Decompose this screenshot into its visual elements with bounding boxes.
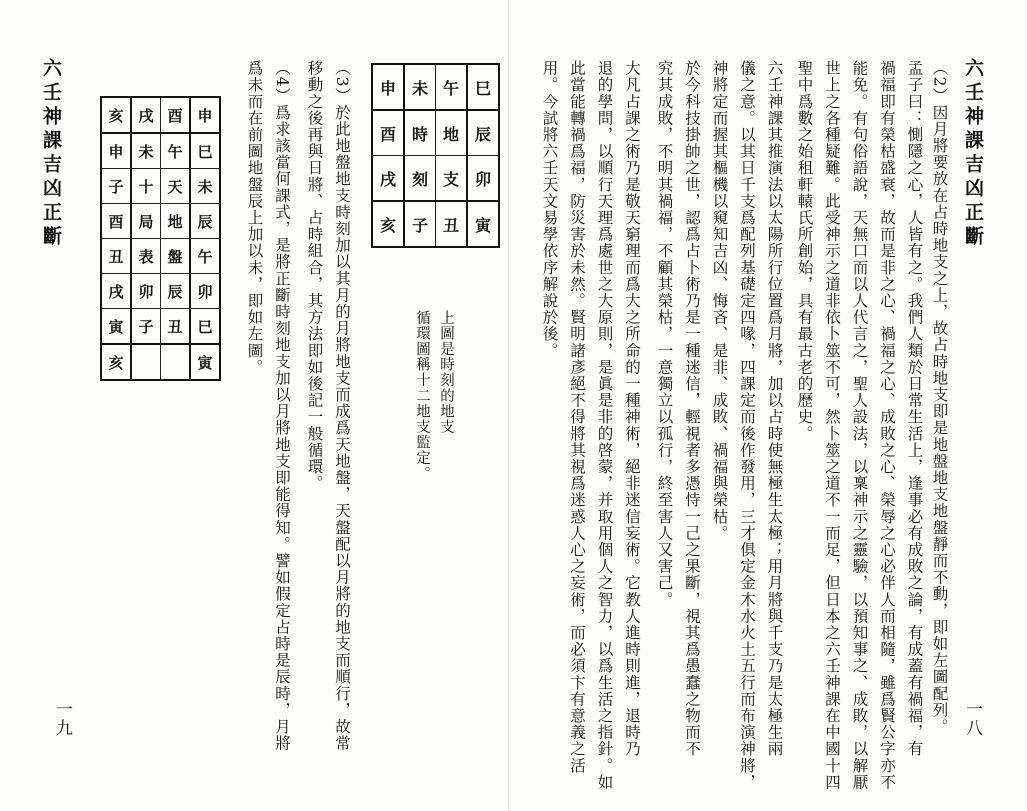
right-cell: 刻 <box>404 156 436 202</box>
left-cell: 卯 <box>190 274 220 309</box>
left-row <box>101 274 220 309</box>
right-cell: 戌 <box>372 156 404 202</box>
earth-plate-table <box>371 63 500 248</box>
left-row <box>101 344 220 380</box>
left-cell: 十 <box>131 169 161 204</box>
left-row <box>101 239 220 274</box>
left-cell: 丑 <box>161 309 191 345</box>
earth-plate-caption: 上圖是時刻的地支 循環圖稱十二地支監定。 <box>414 310 454 482</box>
left-cell: 寅 <box>101 309 131 345</box>
right-cell: 子 <box>404 201 436 247</box>
left-cell: 子 <box>131 309 161 345</box>
right-cell: 亥 <box>372 201 404 247</box>
right-cell: 申 <box>372 64 404 110</box>
left-cell: 地 <box>161 204 191 239</box>
right-cell: 未 <box>404 64 436 110</box>
right-cell: 辰 <box>467 110 499 156</box>
right-cell: 寅 <box>467 201 499 247</box>
right-cell: 巳 <box>467 64 499 110</box>
right-cell: 時 <box>404 110 436 156</box>
right-paragraph-2: （2）因月將要放在占時地支之上，故占時地支即是地盤地支地盤靜而不動，即如左圖配列。 <box>930 60 949 735</box>
left-cell: 盤 <box>161 239 191 274</box>
left-cell: 申 <box>190 97 220 133</box>
left-cell: 丑 <box>101 239 131 274</box>
left-cell: 戌 <box>131 97 161 133</box>
left-cell <box>131 344 161 380</box>
right-cell: 丑 <box>436 201 468 247</box>
left-cell: 亥 <box>101 344 131 380</box>
left-page-title: 六壬神課吉凶正斷 <box>40 58 62 250</box>
left-cell: 辰 <box>161 274 191 309</box>
right-paragraph-modern: 於今科技掛帥之世，認爲占卜術乃是一種迷信，輕視者多憑恃一己之果斷，視其爲愚蠢之物而不 究其成敗，不明其禍福，不顧其榮枯，一意獨立以孤行，終至害人又害己。 <box>655 60 701 758</box>
right-row <box>372 201 499 247</box>
left-row <box>101 204 220 239</box>
left-paragraph-3: （3）於此地盤地支時刻加以其月的月將地支而成爲天地盤，天盤配以月將的地支而順行，故常 移動之後再與日將、占時組合，其方法即如後記一般循環。 <box>305 60 351 752</box>
right-cell: 午 <box>436 64 468 110</box>
left-row <box>101 169 220 204</box>
left-cell: 未 <box>131 133 161 169</box>
right-row <box>372 64 499 110</box>
left-cell: 酉 <box>101 204 131 239</box>
left-paragraph-4: （4）爲求該當何課式，是將正斷時刻地支加以月將地支即能得知。譬如假定占時是辰時，月將 爲未而在前圖地盤辰上加以未，即如左圖。 <box>245 60 291 752</box>
heaven-earth-plate-table <box>100 96 221 381</box>
right-paragraph-method: 六壬神課其推演法以太陽所行位置爲月將，加以占時使無極生太極；用月將與千支乃是太極生兩 儀之意。以其日千支爲配列基礎定四喙，四課定而後作發用，三才俱定金木水火土五行而布演神將， 神將定而握其樞機以窺知吉凶、悔吝、是非、成敗、禍福與榮枯。 <box>710 60 784 791</box>
left-row <box>101 133 220 169</box>
left-page-number: 一九 <box>52 700 72 738</box>
left-cell: 巳 <box>190 309 220 345</box>
left-row <box>101 97 220 133</box>
left-cell: 午 <box>161 133 191 169</box>
right-page <box>379 0 1027 811</box>
left-cell: 局 <box>131 204 161 239</box>
left-cell <box>161 344 191 380</box>
left-cell: 天 <box>161 169 191 204</box>
left-cell: 表 <box>131 239 161 274</box>
right-page-title: 六壬神課吉凶正斷 <box>962 58 984 250</box>
left-cell: 卯 <box>131 274 161 309</box>
left-cell: 午 <box>190 239 220 274</box>
left-cell: 亥 <box>101 97 131 133</box>
left-cell: 未 <box>190 169 220 204</box>
left-cell: 辰 <box>190 204 220 239</box>
right-cell: 卯 <box>467 156 499 202</box>
left-cell: 戌 <box>101 274 131 309</box>
right-paragraph-closing: 大凡占課之術乃是敬天窮理而爲大之所命的一種神術，絕非迷信妄術。它教人進時則進，退時乃 退的學問，以順行天理爲處世之大原則，是眞是非的啓蒙，并取用個人之智力，以爲生活之指針。如 此當能轉禍爲福，防災害於未然。賢明諸彥絕不得將其視爲迷惑人心之妄術，而必須卞有意義之活 用。今試將六壬天文易學依序解說於後。 <box>540 60 641 791</box>
right-row <box>372 110 499 156</box>
left-cell: 子 <box>101 169 131 204</box>
left-cell: 酉 <box>161 97 191 133</box>
right-cell: 支 <box>436 156 468 202</box>
right-page-number: 一八 <box>962 700 982 738</box>
right-row <box>372 156 499 202</box>
left-cell: 申 <box>101 133 131 169</box>
right-cell: 地 <box>436 110 468 156</box>
left-cell: 巳 <box>190 133 220 169</box>
right-paragraph-mencius: 孟子曰：惻隱之心，人皆有之。我們人類於日常生活上，逢事必有成敗之論，有成蓋有禍福，有 禍福即有榮枯盛衰，故而是非之心、禍福之心、成敗之心、榮辱之心必伴人而相隨，雖爲賢公字亦不 能免。有句俗語說，天無口而以人代言之，聖人設法，以稟神示之靈驗，以預知事之、成敗，以解厭 世上之各種疑難。此受神示之道非依卜筮不可，然卜筮之道不一而足，但日本之六壬神課在中國十四 聖中爲數之始租軒轅氏所創始，具有最古老的歷史。 <box>795 60 924 791</box>
left-row <box>101 309 220 345</box>
left-cell: 寅 <box>190 344 220 380</box>
right-cell: 酉 <box>372 110 404 156</box>
